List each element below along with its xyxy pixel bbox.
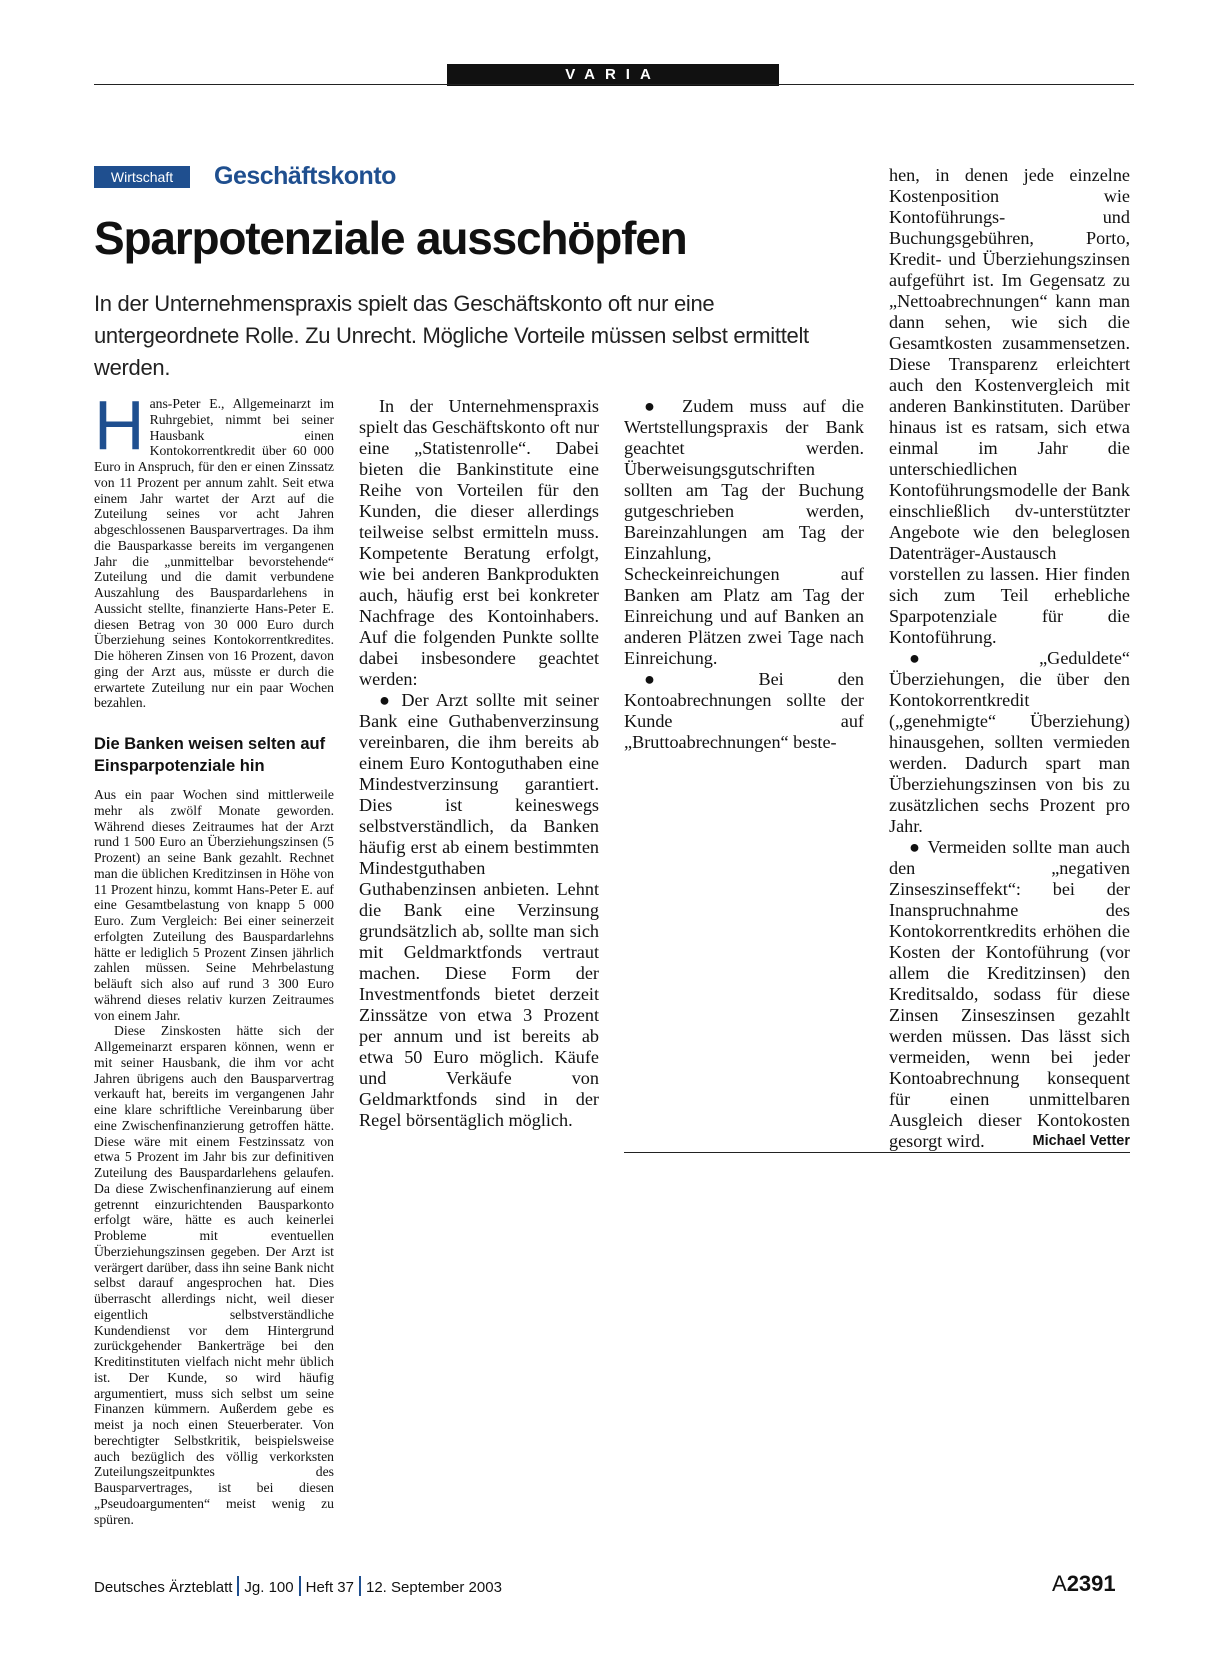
article-headline: Sparpotenziale ausschöpfen (94, 212, 687, 264)
issue: Heft 37 (305, 1579, 354, 1596)
text-column-4 (889, 165, 1130, 1152)
text-column-3 (624, 396, 864, 753)
bullet-item-1: ● Der Arzt sollte mit seiner Bank eine Guthabenverzinsung vereinbaren, die ihm bereits ab einem Euro Kontoguthaben eine Mindestverzinsung garantiert. Dies ist keineswegs selbstverständlich, da Banken häufig erst ab einem bestimmten Mindestguthaben Guthabenzinsen anbieten. Lehnt die Bank eine Verzinsung grundsätzlich ab, sollte man sich mit Geldmarktfonds vertraut machen. Diese Form der Investmentfonds bietet derzeit Zinssätze von etwa 3 Prozent per annum und ist bereits ab etwa 50 Euro möglich. Käufe und Verkäufe von Geldmarktfonds sind in der Regel börsentäglich möglich. (359, 690, 599, 1130)
volume: Jg. 100 (244, 1579, 294, 1596)
separator (237, 1576, 239, 1596)
category-tag: Wirtschaft (94, 166, 190, 188)
paragraph-intro (94, 386, 334, 711)
paragraph-intro-text: ans-Peter E., Allgemeinarzt im Ruhrgebiet, nimmt bei seiner Hausbank einen Kontokorrentkredit über 60 000 Euro in Anspruch, für den er einen Zinssatz von 11 Prozent per annum zahlt. Seit etwa einem Jahr wartet der Arzt auf die Zuteilung seines vor acht Jahren abgeschlossenen Bausparvertrages. Da ihm die Bausparkasse bereits im vergangenen Jahr die „unmittelbar bevorstehende“ Zuteilung und die damit verbundene Auszahlung des Bauspardarlehens in Aussicht stellte, finanzierte Hans-Peter E. diesen Betrag von 30 000 Euro durch Überziehung seines Kontokorrentkredites. Die höheren Zinsen von 16 Prozent, davon ging der Arzt aus, müsste er durch die erwartete Zuteilung nur ein paar Wochen bezahlen. (94, 396, 334, 711)
bullet-item-3: ● Bei den Kontoabrechnungen sollte der Kunde auf „Bruttoabrechnungen“ beste- (624, 669, 864, 752)
paragraph-2: Aus ein paar Wochen sind mittlerweile mehr als zwölf Monate geworden. Während dieses Zeitraumes hat der Arzt rund 1 500 Euro an Überziehungszinsen (5 Prozent) an seine Bank gezahlt. Rechnet man die üblichen Kreditzinsen in Höhe von 11 Prozent hinzu, kommt Hans-Peter E. auf eine Gesamtbelastung von knapp 5 000 Euro. Zum Vergleich: Bei einer seinerzeit erfolgten Zuteilung des Bauspardarlehns hätte er lediglich 5 Prozent Zinsen jährlich zahlen müssen. Seine Mehrbelastung beläuft sich also auf rund 3 300 Euro während dieses relativ kurzen Zeitraumes von einem Jahr. (94, 787, 334, 1023)
text-column-2 (359, 396, 599, 1131)
bullet-item-5 (889, 837, 1130, 1152)
separator (299, 1576, 301, 1596)
page-prefix: A (1052, 1571, 1067, 1596)
bullet-item-5-text: ● Vermeiden sollte man auch den „negativen Zinseszinseffekt“: bei der Inanspruchnahme des Kontokorrentkredits erhöhen die Kosten der Kontoführung (vor allem die Kreditzinsen) den Kreditsaldo, sodass für diese Zinsen Zinseszinsen gezahlt werden müssen. Das lässt sich vermeiden, wenn bei jeder Kontoabrechnung konsequent für einen unmittelbaren Ausgleich dieser Kontokosten gesorgt wird. (889, 837, 1130, 1151)
paragraph-4: In der Unternehmenspraxis spielt das Geschäftskonto oft nur eine „Statistenrolle“. Dabei bieten die Bankinstitute eine Reihe von Vorteilen für den Kunden, die dieser allerdings teilweise selbst ermitteln muss. Kompetente Beratung erfolgt, wie bei anderen Bankprodukten auch, häufig erst bei konkreter Nachfrage des Kontoinhabers. Auf die folgenden Punkte sollte dabei insbesondere geachtet werden: (359, 396, 599, 689)
bullet-item-2: ● Zudem muss auf die Wertstellungspraxis der Bank geachtet werden. Überweisungsgutschriften sollten am Tag der Buchung gutgeschrieben werden, Bareinzahlungen am Tag der Einzahlung, Scheckeinreichungen auf Banken am Platz am Tag der Einreichung und auf Banken an anderen Plätzen zwei Tage nach Einreichung. (624, 396, 864, 668)
bullet-item-3-continued: hen, in denen jede einzelne Kostenposition wie Kontoführungs- und Buchungsgebühren, Porto, Kredit- und Überziehungszinsen aufgeführt ist. Im Gegensatz zu „Nettoabrechnungen“ kann man dann sehen, wie sich die Gesamtkosten zusammensetzen. Diese Transparenz erleichtert auch den Kostenvergleich mit anderen Bankinstituten. Darüber hinaus ist es ratsam, sich etwa einmal im Jahr die unterschiedlichen Kontoführungsmodelle der Bank einschließlich dv-unterstützter Angebote wie den beleglosen Datenträger-Austausch vorstellen zu lassen. Hier finden sich zum Teil erhebliche Sparpotenziale für die Kontoführung. (889, 165, 1130, 647)
paragraph-3: Diese Zinskosten hätte sich der Allgemeinarzt ersparen können, wenn er mit seiner Hausbank, die ihm vor acht Jahren übrigens auch den Bausparvertrag verkauft hat, bereits im vergangenen Jahr eine klare schriftliche Vereinbarung über eine Zwischenfinanzierung getroffen hätte. Diese wäre mit einem Festzinssatz von etwa 5 Prozent im Jahr bis zur definitiven Zuteilung des Bauspardarlehens gelaufen. Da diese Zwischenfinanzierung auf einem getrennt einzurichtenden Bausparkonto erfolgt wäre, hätte es auch keinerlei Probleme mit eventuellen Überziehungszinsen gegeben. Der Arzt ist verärgert darüber, dass ihn seine Bank nicht selbst darauf angesprochen hat. Dies überrascht allerdings nicht, weil dieser eigentlich selbstverständliche Kundendienst vor dem Hintergrund zurückgehender Bankerträge bei den Kreditinstituten vielfach nicht mehr üblich ist. Der Kunde, so wird häufig argumentiert, muss sich selbst um seine Finanzen kümmern. Außerdem gebe es meist ja noch einen Steuerberater. Von berechtigter Selbstkritik, beispielsweise auch bezüglich des völlig verkorksten Zuteilungszeitpunktes des Bausparvertrages, ist bei diesen „Pseudoargumenten“ meist wenig zu spüren. (94, 1023, 334, 1527)
page-number (1052, 1570, 1116, 1598)
journal-name: Deutsches Ärzteblatt (94, 1579, 233, 1596)
author-name: Michael Vetter (1032, 1133, 1130, 1149)
section-label: VARIA (447, 64, 779, 86)
article-kicker: Geschäftskonto (214, 162, 396, 190)
footer-citation (94, 1576, 502, 1598)
issue-date: 12. September 2003 (366, 1579, 502, 1596)
separator (359, 1576, 361, 1596)
end-rule (624, 1152, 1130, 1153)
bullet-item-4: ● „Geduldete“ Überziehungen, die über den Kontokorrentkredit („genehmigte“ Überziehung) hinausgehen, sollten vermieden werden. Dadurch spart man Überziehungszinsen von bis zu zusätzlichen sechs Prozent pro Jahr. (889, 648, 1130, 836)
subheading: Die Banken weisen selten auf Einsparpotenziale hin (94, 735, 326, 775)
article-lead: In der Unternehmenspraxis spielt das Geschäftskonto oft nur eine untergeordnete Rolle. Zu Unrecht. Mögliche Vorteile müssen selbst ermittelt werden. (94, 291, 809, 380)
top-rule (94, 84, 1134, 85)
text-column-1 (94, 386, 334, 1527)
drop-cap: H (94, 386, 145, 464)
page-number-value: 2391 (1066, 1571, 1116, 1596)
